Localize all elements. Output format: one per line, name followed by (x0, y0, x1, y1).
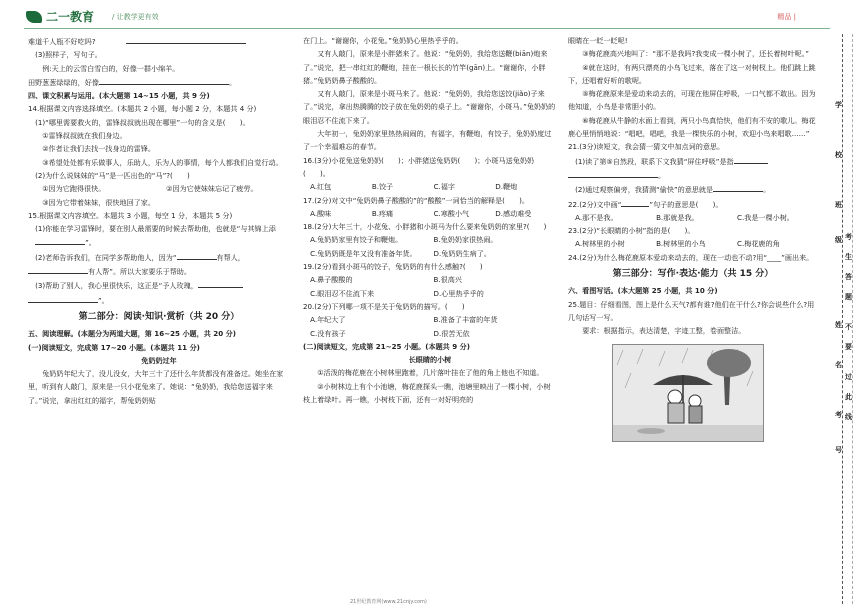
subsection-2-heading: (二)阅读短文，完成第 21~25 小题。(本题共 9 分) (303, 341, 470, 351)
story-paragraph: 又有人敲门，原来是小胖猪来了。他说：“兔奶奶，我给您送鞭(biān)炮来了。”说完，把一串红红的鞭炮，挂在一根长长的竹竿(gān)上。“谢谢你，小胖猪。”兔奶奶鼻子酸酸的。 (303, 49, 548, 85)
story-title: 免奶奶过年 (141, 355, 177, 365)
margin-label: 校 (835, 151, 842, 159)
options-row: C.眼泪忍不住流下来 D.心里热乎乎的 (310, 288, 484, 298)
question-25: 25.题目：仔细看图，图上是什么天气?都有谁?他们在干什么?你会说些什么?用几句话写一写。 (568, 299, 815, 322)
page-footer: 21世纪教育网(www.21cnjy.com) (350, 599, 427, 605)
column-3 (568, 34, 818, 442)
text-line: 难道千人瓶不好吃吗? (28, 34, 290, 48)
binding-margin (832, 0, 860, 608)
story2-title: 长眼睛的小树 (408, 355, 452, 365)
question-23: 23.(2分)“长眼睛的小树”指的是( )。 (568, 226, 695, 236)
story-paragraph: ①活泼的梅花鹿在小树林里跑着，几片落叶挂在了他的角上他也不知道。 (317, 368, 544, 378)
margin-label: 要 (845, 343, 852, 351)
story-paragraph: ③梅花鹿高兴地叫了：“那不是我吗?我变成一棵小树了，还长着树叶呢。” (582, 49, 809, 59)
margin-label: 班 (835, 201, 842, 209)
story-paragraph: 在门上。“谢谢你，小花兔。”兔奶奶心里热乎乎的。 (303, 36, 463, 45)
section-6-heading: 六、看图写话。(本大题第 25 小题，共 10 分) (568, 286, 718, 296)
question-15-1: (1)你能在学习雷锋时，要在别人最需要的时候去帮助他，也就是“与其锦上添”。 (35, 224, 276, 248)
slogan: / 让教学更有效 (112, 13, 159, 21)
question-19: 19.(2分)看到小斑马的饺子，兔奶奶的有什么感触?( ) (303, 262, 483, 272)
margin-label: 不 (845, 323, 852, 331)
question-22: 22.(2分)文中画“ ”句子的意思是( )。 (568, 197, 818, 211)
option: ①雷锋叔叔就在我们身边。 (42, 131, 127, 141)
section-5-heading: 五、阅读理解。(本题分为两道大题，第 16~25 小题，共 20 分) (28, 329, 236, 339)
rain-scene-icon (613, 345, 763, 441)
example-line: 例:天上的云雪白雪白的，好像一群小绵羊。 (42, 63, 180, 73)
question-15-3-cont: ”。 (28, 293, 290, 307)
question-21-2: (2)通过观察偏旁，我猜测“偷快”的意思就是 。 (568, 182, 818, 196)
text-line: 田野葱葱绿绿的，好像 。 (28, 75, 290, 89)
options-row: A.鼻子酸酸的 B.很高兴 (310, 275, 462, 285)
question-20: 20.(2分)下列哪一项不是关于兔奶奶的描写。( ) (303, 301, 465, 311)
story-paragraph: ⑤梅花鹿原来是爱动来动去的，可现在他屏住呼吸，一口气都不敢出。因为他知道，小鸟是非常胆小的。 (568, 89, 816, 112)
question-17: 17.(2分)对文中“兔奶奶鼻子酸酸的”的“酸酸”一词恰当的解释是( )。 (303, 195, 530, 205)
question-21-1: (1)读了第⑤自然段，联系下文我猜“屏住呼吸”是指 (568, 154, 818, 168)
margin-label: 号 (835, 446, 842, 454)
answer-line: 。 (568, 168, 818, 182)
cut-line (842, 34, 843, 604)
question-14-2: (2)为什么说妹妹的“马”是一匹出色的“马”?( ) (35, 170, 190, 180)
options-row: A.酸味 B.疼痛 C.寒酸小气 D.感动难受 (310, 208, 532, 218)
question-21: 21.(3分)读短文，我会猜一猜文中加点词的意思。 (568, 142, 725, 152)
story-paragraph: ②小树林边上有个小池塘，梅花鹿探头一瞧，池塘里映出了一棵小树，小树枝上着绿叶。再一瞧，小树枝下面，还有一对好明亮的 (303, 381, 551, 405)
requirements: 要求：根据指示，表达清楚，字迹工整，卷面整洁。 (582, 326, 746, 336)
margin-label: 过 (845, 373, 852, 381)
question-15-3: (3)帮助了别人，我心里很快乐，这正是“予人玫瑰， (28, 278, 290, 292)
question-15: 15.根据课文内容填空。本题共 3 小题，每空 1 分，本题共 5 分) (28, 210, 233, 220)
subsection-1-heading: (一)阅读短文，完成第 17~20 小题。(本题共 11 分) (28, 342, 200, 352)
logo-text: 二一教育 (46, 10, 95, 24)
margin-label: 答 (845, 273, 852, 281)
question-24: 24.(2分)为什么梅花鹿原本爱动来动去的，现在一动也不动?用“____”画出来。 (568, 252, 814, 262)
question-18: 18.(2分)大年三十，小花兔、小胖猪和小斑马为什么要来兔奶奶的家里?( ) (303, 222, 547, 232)
question-14-1: (1)“哪里需要救火的，雷锋叔叔就出现在哪里”一句的含义是( )。 (35, 117, 250, 127)
section-4-heading: 四、课文积累与运用。(本大题第 14~15 小题，共 9 分) (28, 91, 210, 101)
margin-label: 考 (835, 411, 842, 419)
part-3-title: 第三部分：写作·表达·能力（共 15 分） (612, 269, 774, 280)
page-header (0, 0, 832, 30)
cut-line-inner (852, 34, 853, 604)
story-paragraph: 大年初一，兔奶奶家里热热闹闹的，有福字，有鞭炮，有饺子，兔奶奶度过了一个幸福难忘的春节。 (303, 129, 552, 152)
question-16: 16.(3分)小花兔送兔奶奶( )；小胖猪送兔奶奶( )；小斑马送兔奶奶( )。 (303, 155, 535, 178)
options-row: A.红包 B.饺子 C.福字 D.鞭炮 (310, 182, 518, 192)
margin-label: 此 (845, 393, 852, 401)
options-row: A.年纪大了 B.准备了丰富的年货 (310, 315, 498, 325)
story-paragraph: ④就在这时，有两只漂亮的小鸟飞过来，落在了这一对树杈上。他们跳上跳下，还唱着好听的歌呢。 (568, 62, 816, 85)
option: ③因为它带着妹妹，很快地回了家。 (42, 197, 155, 207)
logo-icon (26, 11, 42, 23)
options-row: C.没有孩子 D.很苦无依 (310, 328, 470, 338)
site-logo (26, 8, 94, 25)
options-row: A.兔奶奶家里有饺子和鞭炮。 B.兔奶奶家很热闹。 (310, 235, 498, 245)
question-14: 14.根据课文内容选择填空。(本题共 2 小题，每小题 2 分，本题共 4 分) (28, 104, 257, 114)
option: ②作者让我们去找一找身边的雷锋。 (42, 144, 155, 154)
margin-label: 级 (835, 236, 842, 244)
options-row: C.兔奶奶既是年又没有准备年货。 D.兔奶奶生病了。 (310, 248, 491, 258)
story-paragraph: ⑥梅花鹿从牛静的水面上看到，两只小鸟真恰快，他们有不安的歌儿。梅花鹿心里悄悄地说：“唱吧，唱吧，我是一棵快乐的小树，欢迎小鸟来唱歌……” (568, 115, 816, 139)
text-line: (3)照样子，写句子。 (35, 50, 102, 60)
brand-tag: 精品 | (777, 13, 796, 21)
header-divider (24, 28, 830, 29)
column-2 (303, 34, 557, 406)
question-15-2-cont: 有人帮”。所以大家要乐于帮助。 (28, 264, 290, 278)
story-paragraph: 又有人敲门，原来是小斑马来了。他说：“兔奶奶，我给您送饺(jiǎo)子来了。”说完，拿出热腾腾的饺子放在兔奶奶的桌子上。“谢谢你，小斑马。”兔奶奶的眼泪忍不住流下来了。 (303, 89, 556, 125)
story-paragraph: 眼睛在一眨一眨呢! (568, 36, 628, 45)
margin-label: 题 (845, 293, 852, 301)
story-paragraph: 兔奶奶年纪大了，没儿没女，大年三十了还什么年货都没有准备过。她坐在家里，听到有人敲门，原来是一只小花兔来了。她说：“兔奶奶，我给您送福字来了。”说完，拿出红红的福字，帮兔奶奶贴 (28, 369, 284, 405)
writing-prompt-illustration (612, 344, 764, 442)
margin-label: 考 (845, 233, 852, 241)
column-1 (28, 34, 290, 407)
options-row: A.那不是我。 B.那就是我。 C.我是一棵小树。 (575, 212, 794, 222)
margin-label: 线 (845, 413, 852, 421)
margin-label: 名 (835, 361, 842, 369)
margin-label: 生 (845, 253, 852, 261)
options-row: ①因为它跑得很快。 ②因为它使妹妹忘记了疲劳。 (42, 184, 258, 194)
question-15-2: (2)老师告诉我们，在同学多帮助他人，因为“ 有帮人， (28, 250, 290, 264)
part-2-title: 第二部分：阅读·知识·赏析（共 20 分） (78, 311, 240, 322)
option: ③希望处处都有乐做事人，乐助人，乐为人的事情，每个人都我们自觉行动。 (42, 157, 283, 167)
margin-label: 学 (835, 101, 842, 109)
margin-label: 姓 (835, 321, 842, 329)
options-row: A.树林里的小树 B.树林里的小鸟 C.梅花鹿的角 (575, 239, 780, 249)
